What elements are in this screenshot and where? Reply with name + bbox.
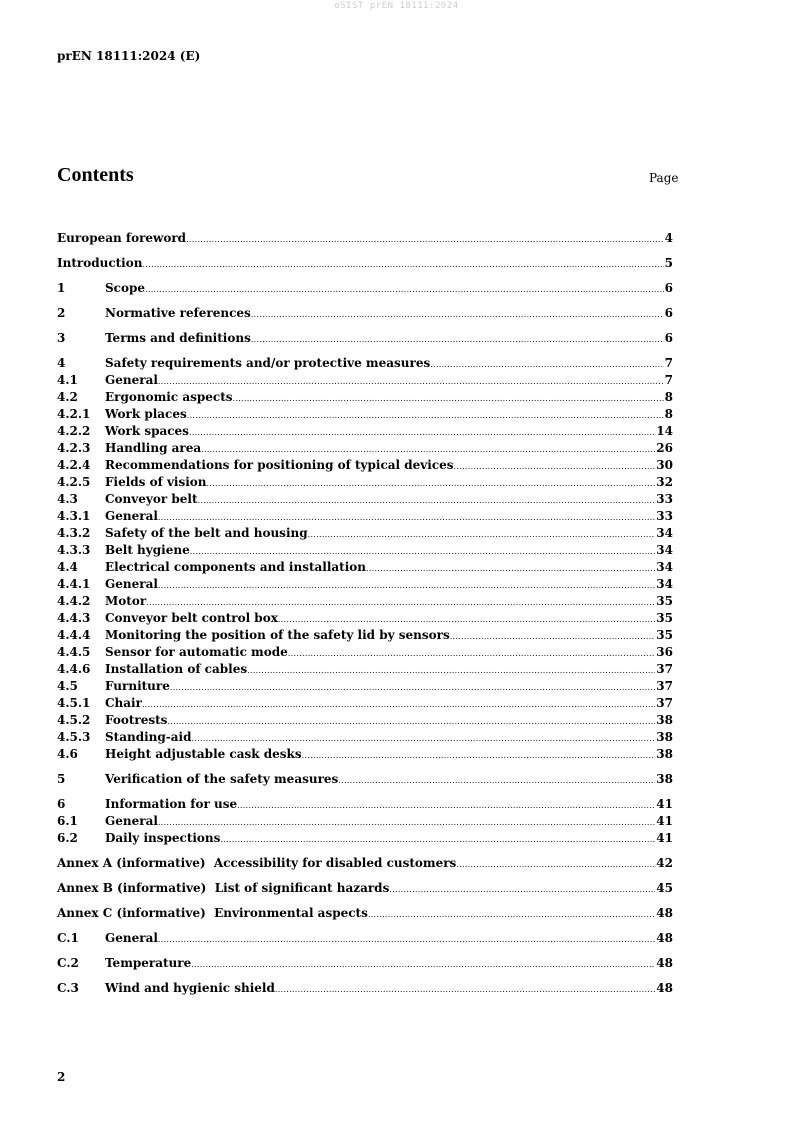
dot-leader — [158, 813, 655, 831]
toc-entry-title: Ergonomic aspects — [105, 390, 233, 404]
toc-entry-title: Introduction — [57, 256, 143, 270]
toc-entry-title: Annex A (informative) Accessibility for disabled customers — [57, 856, 457, 870]
toc-entry-title: Handling area — [105, 441, 202, 455]
toc-entry-title: Annex C (informative) Environmental aspects — [57, 906, 368, 920]
toc-entry-title: Work spaces — [105, 424, 189, 438]
toc-entry-page: 7 — [664, 373, 673, 387]
toc-entry[interactable] — [57, 255, 673, 272]
toc-entry-page: 48 — [656, 906, 673, 920]
dot-leader — [187, 406, 664, 424]
toc-entry[interactable] — [57, 440, 673, 457]
toc-entry-title: Belt hygiene — [105, 543, 190, 557]
dot-leader — [278, 610, 655, 628]
toc-entry-title: Conveyor belt control box — [105, 611, 278, 625]
toc-entry[interactable] — [57, 712, 673, 729]
toc-entry-number: 4.1 — [57, 373, 78, 387]
toc-entry-page: 26 — [656, 441, 673, 455]
toc-entry-number: 4.4.4 — [57, 628, 91, 642]
toc-entry-number: 4.3.1 — [57, 509, 91, 523]
toc-entry-page: 6 — [664, 281, 673, 295]
toc-entry[interactable] — [57, 930, 673, 947]
toc-entry[interactable] — [57, 905, 673, 922]
dot-leader — [191, 955, 655, 973]
toc-entry[interactable] — [57, 423, 673, 440]
toc-entry-title: Temperature — [105, 956, 192, 970]
toc-entry-number: 4.2.1 — [57, 407, 91, 421]
toc-entry[interactable] — [57, 678, 673, 695]
dot-leader — [142, 695, 655, 713]
dot-leader — [158, 372, 664, 390]
toc-entry-page: 35 — [656, 611, 673, 625]
toc-entry-page: 37 — [656, 662, 673, 676]
toc-entry-title: Fields of vision — [105, 475, 207, 489]
toc-entry-title: Wind and hygienic shield — [105, 981, 275, 995]
toc-entry[interactable] — [57, 406, 673, 423]
dot-leader — [158, 576, 655, 594]
toc-entry-number: 4.2.3 — [57, 441, 91, 455]
toc-entry-number: 4.5.1 — [57, 696, 91, 710]
toc-entry-page: 36 — [656, 645, 673, 659]
toc-entry-page: 30 — [656, 458, 673, 472]
toc-entry-number: 4.5 — [57, 679, 78, 693]
toc-entry[interactable] — [57, 955, 673, 972]
dot-leader — [158, 508, 655, 526]
toc-entry-page: 38 — [656, 730, 673, 744]
toc-entry-page: 34 — [656, 543, 673, 557]
dot-leader — [308, 525, 656, 543]
toc-entry-title: Recommendations for positioning of typical devices — [105, 458, 454, 472]
toc-entry-number: C.3 — [57, 981, 79, 995]
toc-entry-title: General — [105, 373, 158, 387]
dot-leader — [430, 355, 663, 373]
toc-entry-number: C.2 — [57, 956, 79, 970]
toc-entry-title: General — [105, 509, 158, 523]
toc-entry-number: 4.2 — [57, 390, 78, 404]
toc-entry-page: 48 — [656, 956, 673, 970]
toc-entry[interactable] — [57, 980, 673, 997]
toc-entry-number: 6 — [57, 797, 66, 811]
dot-leader — [220, 830, 655, 848]
dot-leader — [186, 230, 664, 248]
toc-entry-number: 4.3.3 — [57, 543, 91, 557]
toc-entry-number: 3 — [57, 331, 66, 345]
toc-entry-page: 5 — [664, 256, 673, 270]
toc-entry-number: 5 — [57, 772, 66, 786]
toc-entry[interactable] — [57, 355, 673, 372]
dot-leader — [190, 542, 656, 560]
page-column-label: Page — [649, 171, 679, 185]
toc-entry-title: Safety of the belt and housing — [105, 526, 308, 540]
dot-leader — [198, 491, 656, 509]
toc-entry[interactable] — [57, 796, 673, 813]
toc-entry[interactable] — [57, 746, 673, 763]
toc-entry[interactable] — [57, 457, 673, 474]
toc-entry-number: 4.5.2 — [57, 713, 91, 727]
toc-entry-title: Verification of the safety measures — [105, 772, 339, 786]
toc-entry-number: 4.6 — [57, 747, 78, 761]
dot-leader — [146, 593, 655, 611]
dot-leader — [288, 644, 656, 662]
toc-entry-title: Work places — [105, 407, 187, 421]
toc-entry-number: 6.2 — [57, 831, 78, 845]
dot-leader — [145, 280, 664, 298]
toc-entry-number: 4.2.2 — [57, 424, 91, 438]
toc-entry[interactable] — [57, 508, 673, 525]
toc-entry-title: Normative references — [105, 306, 251, 320]
toc-entry-page: 35 — [656, 628, 673, 642]
toc-entry-number: 4.4.3 — [57, 611, 91, 625]
toc-entry[interactable] — [57, 372, 673, 389]
toc-entry-page: 48 — [656, 981, 673, 995]
toc-entry-title: General — [105, 931, 158, 945]
toc-entry-title: Scope — [105, 281, 146, 295]
toc-entry-page: 34 — [656, 526, 673, 540]
dot-leader — [207, 474, 656, 492]
toc-entry-title: General — [105, 814, 158, 828]
toc-entry[interactable] — [57, 542, 673, 559]
dot-leader — [456, 855, 655, 873]
toc-entry-page: 34 — [656, 577, 673, 591]
dot-leader — [247, 661, 655, 679]
toc-entry-number: C.1 — [57, 931, 79, 945]
toc-entry-page: 6 — [664, 306, 673, 320]
dot-leader — [454, 457, 656, 475]
dot-leader — [450, 627, 656, 645]
dot-leader — [251, 330, 664, 348]
toc-entry[interactable] — [57, 576, 673, 593]
dot-leader — [233, 389, 664, 407]
toc-entry-title: Motor — [105, 594, 147, 608]
dot-leader — [366, 559, 655, 577]
dot-leader — [275, 980, 655, 998]
toc-entry-title: Footrests — [105, 713, 168, 727]
toc-entry[interactable] — [57, 610, 673, 627]
dot-leader — [189, 423, 655, 441]
document-reference: prEN 18111:2024 (E) — [57, 49, 201, 63]
dot-leader — [191, 729, 655, 747]
dot-leader — [170, 678, 655, 696]
toc-entry-number: 4 — [57, 356, 66, 370]
toc-entry-page: 35 — [656, 594, 673, 608]
toc-entry-number: 4.3 — [57, 492, 78, 506]
toc-entry-title: Information for use — [105, 797, 238, 811]
toc-entry-title: Electrical components and installation — [105, 560, 366, 574]
toc-entry[interactable] — [57, 525, 673, 542]
toc-entry-page: 32 — [656, 475, 673, 489]
toc-entry-page: 14 — [656, 424, 673, 438]
toc-entry-page: 8 — [664, 390, 673, 404]
toc-entry[interactable] — [57, 644, 673, 661]
toc-entry-title: General — [105, 577, 158, 591]
table-of-contents — [57, 230, 673, 997]
toc-entry-number: 4.4.2 — [57, 594, 91, 608]
toc-entry-page: 8 — [664, 407, 673, 421]
toc-entry[interactable] — [57, 813, 673, 830]
dot-leader — [338, 771, 655, 789]
toc-entry[interactable] — [57, 230, 673, 247]
toc-entry-page: 38 — [656, 747, 673, 761]
toc-entry-number: 4.4.1 — [57, 577, 91, 591]
toc-entry[interactable] — [57, 880, 673, 897]
toc-entry[interactable] — [57, 389, 673, 406]
toc-entry-page: 41 — [656, 797, 673, 811]
toc-entry-number: 4.4.6 — [57, 662, 91, 676]
toc-entry-title: Installation of cables — [105, 662, 248, 676]
toc-entry[interactable] — [57, 830, 673, 847]
toc-entry[interactable] — [57, 330, 673, 347]
toc-entry-page: 33 — [656, 492, 673, 506]
dot-leader — [302, 746, 656, 764]
toc-entry-page: 41 — [656, 814, 673, 828]
toc-entry-number: 4.3.2 — [57, 526, 91, 540]
dot-leader — [158, 930, 655, 948]
dot-leader — [201, 440, 655, 458]
toc-entry[interactable] — [57, 729, 673, 746]
toc-entry[interactable] — [57, 559, 673, 576]
toc-entry[interactable] — [57, 280, 673, 297]
toc-entry[interactable] — [57, 593, 673, 610]
dot-leader — [237, 796, 655, 814]
watermark: oSIST prEN 18111:2024 — [334, 1, 459, 11]
toc-entry-title: Sensor for automatic mode — [105, 645, 288, 659]
toc-entry[interactable] — [57, 474, 673, 491]
toc-entry-page: 48 — [656, 931, 673, 945]
toc-entry-title: Terms and definitions — [105, 331, 251, 345]
toc-entry[interactable] — [57, 695, 673, 712]
toc-entry-title: Daily inspections — [105, 831, 221, 845]
contents-title: Contents — [57, 164, 134, 186]
dot-leader — [368, 905, 655, 923]
toc-entry-number: 4.4 — [57, 560, 78, 574]
toc-entry-page: 38 — [656, 713, 673, 727]
toc-entry-page: 4 — [664, 231, 673, 245]
toc-entry[interactable] — [57, 661, 673, 678]
toc-entry-page: 38 — [656, 772, 673, 786]
toc-entry-title: Monitoring the position of the safety lid by sensors — [105, 628, 450, 642]
toc-entry-title: Furniture — [105, 679, 170, 693]
toc-entry-number: 4.2.4 — [57, 458, 91, 472]
toc-entry-page: 33 — [656, 509, 673, 523]
toc-entry-title: Safety requirements and/or protective measures — [105, 356, 431, 370]
dot-leader — [389, 880, 655, 898]
toc-entry-page: 41 — [656, 831, 673, 845]
toc-entry-title: Standing-aid — [105, 730, 192, 744]
toc-entry-page: 37 — [656, 679, 673, 693]
toc-entry-title: Chair — [105, 696, 142, 710]
toc-entry[interactable] — [57, 855, 673, 872]
toc-entry-number: 4.2.5 — [57, 475, 91, 489]
dot-leader — [142, 255, 663, 273]
toc-entry[interactable] — [57, 771, 673, 788]
toc-entry-number: 1 — [57, 281, 66, 295]
toc-entry-page: 45 — [656, 881, 673, 895]
toc-entry[interactable] — [57, 627, 673, 644]
toc-entry-number: 4.5.3 — [57, 730, 91, 744]
toc-entry-number: 2 — [57, 306, 66, 320]
toc-entry-page: 34 — [656, 560, 673, 574]
toc-entry-title: Annex B (informative) List of significant hazards — [57, 881, 390, 895]
toc-entry-title: Height adjustable cask desks — [105, 747, 302, 761]
dot-leader — [167, 712, 655, 730]
toc-entry-title: Conveyor belt — [105, 492, 198, 506]
toc-entry[interactable] — [57, 491, 673, 508]
toc-entry-page: 42 — [656, 856, 673, 870]
toc-entry-page: 6 — [664, 331, 673, 345]
dot-leader — [251, 305, 664, 323]
footer-page-number: 2 — [57, 1070, 66, 1084]
toc-entry-number: 4.4.5 — [57, 645, 91, 659]
toc-entry-title: European foreword — [57, 231, 187, 245]
toc-entry-number: 6.1 — [57, 814, 78, 828]
toc-entry[interactable] — [57, 305, 673, 322]
toc-entry-page: 37 — [656, 696, 673, 710]
toc-entry-page: 7 — [664, 356, 673, 370]
